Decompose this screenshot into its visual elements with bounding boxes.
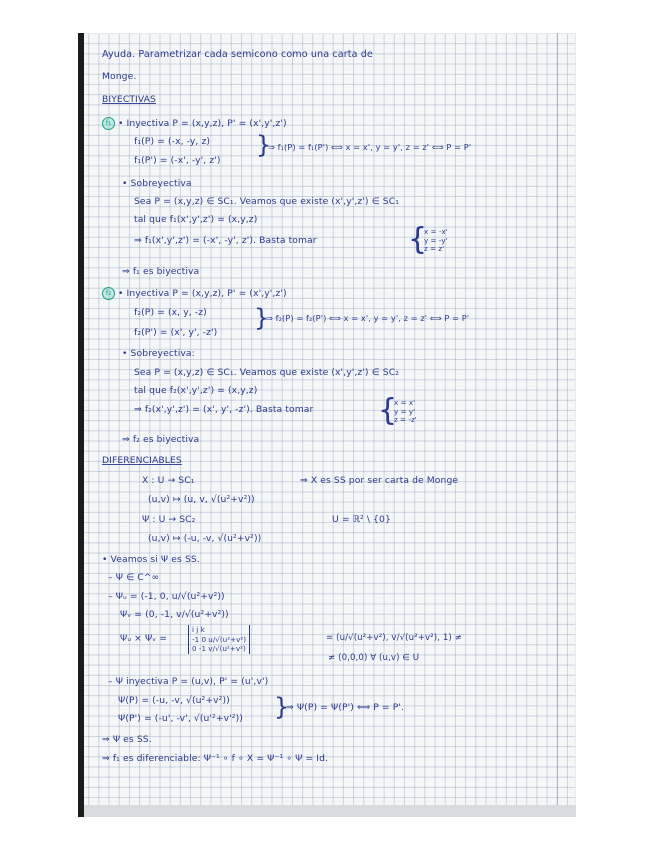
solution-1-z: z = z' bbox=[424, 244, 445, 253]
solution-1-x: x = -x' bbox=[424, 227, 448, 236]
note-line-f2-p: f₂(P) = (x, y, -z) bbox=[134, 307, 207, 318]
graph-paper-sheet bbox=[78, 33, 576, 817]
matrix-row-2: -1 0 u/√(u²+v²) bbox=[192, 634, 247, 644]
matrix-row-1: i j k bbox=[192, 625, 205, 634]
matrix-row-3: 0 -1 v/√(u²+v²) bbox=[192, 644, 246, 653]
note-line-x-ss: ⇒ X es SS por ser carta de Monge bbox=[300, 475, 459, 486]
note-line-psi-u: – Ψᵤ = (-1, 0, u/√(u²+v²)) bbox=[108, 591, 225, 602]
note-line-sea-2: Sea P = (x,y,z) ∈ SC₁. Veamos que existe (x',y',z') ∈ SC₂ bbox=[134, 367, 399, 378]
note-line-1: Ayuda. Parametrizar cada semicono como una carta de bbox=[102, 49, 373, 60]
note-line-sobreyectiva-1: • Sobreyectiva bbox=[122, 178, 192, 189]
note-line-f1-diferenciable: ⇒ f₁ es diferenciable: Ψ⁻¹ ∘ f ∘ X = Ψ⁻¹ ∘ Ψ = Id. bbox=[102, 753, 329, 764]
note-line-f2-pprime: f₂(P') = (x', y', -z') bbox=[134, 327, 218, 338]
note-line-sobreyectiva-2: • Sobreyectiva: bbox=[122, 348, 195, 359]
note-line-psi-pprime: Ψ(P') = (-u', -v', √(u'²+v'²)) bbox=[118, 713, 243, 724]
note-line-veamos-ss: • Veamos si Ψ es SS. bbox=[102, 554, 200, 565]
brace-2: { bbox=[408, 222, 428, 257]
note-line-f1-p: f₁(P) = (-x, -y, z) bbox=[134, 136, 211, 147]
note-line-x-def: (u,v) ↦ (u, v, √(u²+v²)) bbox=[148, 494, 255, 505]
note-line-psi-v: Ψᵥ = (0, -1, v/√(u²+v²)) bbox=[120, 609, 229, 620]
note-line-basta-1: ⇒ f₁(x',y',z') = (-x', -y', z'). Basta tomar bbox=[134, 235, 317, 246]
note-line-cross-product: Ψᵤ × Ψᵥ = bbox=[120, 633, 168, 644]
right-margin-line bbox=[557, 33, 558, 817]
note-line-sea-1: Sea P = (x,y,z) ∈ SC₁. Veamos que existe (x',y',z') ∈ SC₁ bbox=[134, 196, 399, 207]
note-line-f1-equiv: ⇒ f₁(P) = f₁(P') ⟺ x = x', y = y', z = z' ⟺ P = P' bbox=[268, 142, 472, 152]
brace-5: } bbox=[274, 693, 290, 721]
note-line-f1-biyectiva: ⇒ f₁ es biyectiva bbox=[122, 266, 200, 277]
note-line-tal-que-2: tal que f₂(x',y',z') = (x,y,z) bbox=[134, 385, 258, 396]
note-line-psi-equiv: ⇒ Ψ(P) = Ψ(P') ⟺ P = P'. bbox=[286, 702, 405, 713]
note-line-f2-equiv: ⇒ f₂(P) = f₂(P') ⟺ x = x', y = y', z = z' ⟺ P = P' bbox=[266, 313, 470, 323]
f1-inyectiva-text: • Inyectiva P = (x,y,z), P' = (x',y',z') bbox=[118, 118, 287, 129]
solution-2-z: z = -z' bbox=[394, 415, 417, 424]
highlight-circle-f1: f₁ bbox=[102, 117, 115, 130]
note-line-psi-p: Ψ(P) = (-u, -v, √(u²+v²)) bbox=[118, 695, 230, 706]
note-line-u-domain: U = ℝ² \ {0} bbox=[332, 514, 391, 525]
note-line-psi-map: Ψ : U → SC₂ bbox=[142, 514, 196, 525]
note-line-f2-biyectiva: ⇒ f₂ es biyectiva bbox=[122, 434, 200, 445]
solution-stack-2 bbox=[394, 399, 417, 425]
note-line-f2-inyectiva bbox=[102, 287, 287, 300]
note-line-nonzero: ≠ (0,0,0) ∀ (u,v) ∈ U bbox=[328, 653, 420, 663]
solution-2-x: x = x' bbox=[394, 398, 416, 407]
solution-2-y: y = y' bbox=[394, 406, 416, 416]
note-line-basta-2: ⇒ f₂(x',y',z') = (x', y', -z'). Basta tomar bbox=[134, 404, 314, 415]
solution-stack-1 bbox=[424, 228, 448, 254]
note-line-f1-inyectiva bbox=[102, 117, 287, 130]
determinant-matrix bbox=[188, 625, 250, 654]
page-bottom-shadow bbox=[78, 805, 576, 817]
note-line-psi-def: (u,v) ↦ (-u, -v, √(u²+v²)) bbox=[148, 533, 262, 544]
note-line-tal-que-1: tal que f₁(x',y',z') = (x,y,z) bbox=[134, 214, 258, 225]
brace-4: { bbox=[378, 393, 398, 428]
note-line-x-map: X : U → SC₁ bbox=[142, 475, 195, 486]
note-line-cross-result: = (u/√(u²+v²), v/√(u²+v²), 1) ≠ bbox=[326, 633, 462, 643]
section-heading-diferenciables: DIFERENCIABLES bbox=[102, 455, 182, 466]
note-line-c-infinity: – Ψ ∈ C^∞ bbox=[108, 572, 160, 583]
f2-inyectiva-text: • Inyectiva P = (x,y,z), P' = (x',y',z') bbox=[118, 288, 287, 299]
section-heading-biyectivas: BIYECTIVAS bbox=[102, 94, 156, 105]
brace-3: } bbox=[254, 304, 270, 332]
note-line-2: Monge. bbox=[102, 71, 137, 82]
note-line-psi-inyectiva: – Ψ inyectiva P = (u,v), P' = (u',v') bbox=[108, 676, 269, 687]
highlight-circle-f2: f₂ bbox=[102, 287, 115, 300]
solution-1-y: y = -y' bbox=[424, 235, 448, 245]
notebook-binding-edge bbox=[78, 33, 84, 817]
brace-1: } bbox=[256, 131, 272, 159]
note-line-f1-pprime: f₁(P') = (-x', -y', z') bbox=[134, 155, 221, 166]
note-line-psi-ss: ⇒ Ψ es SS. bbox=[102, 734, 152, 745]
